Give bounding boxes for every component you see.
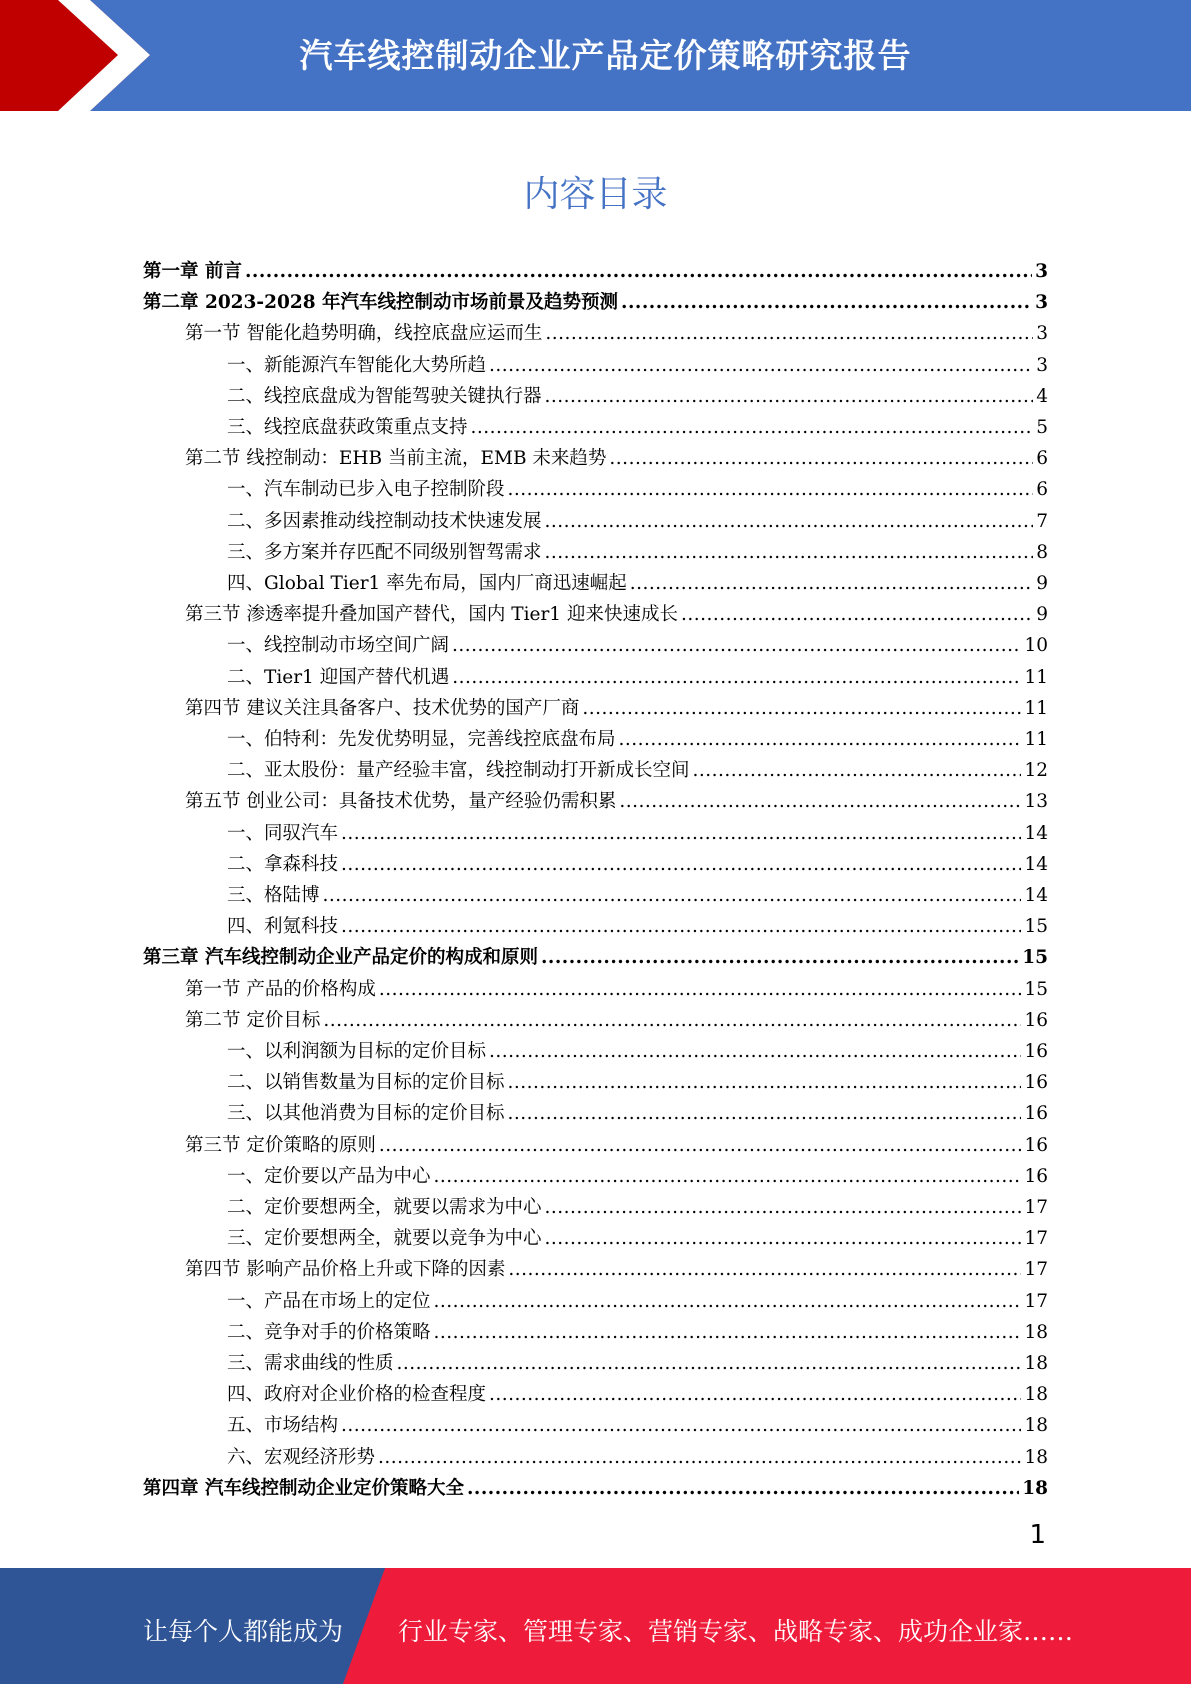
toc-entry-page: 14	[1024, 885, 1048, 906]
toc-leader-dots	[619, 729, 1022, 751]
toc-entry[interactable]	[143, 1282, 1048, 1313]
toc-entry-page: 17	[1024, 1290, 1048, 1312]
toc-entry[interactable]	[143, 252, 1048, 283]
toc-entry-label: 二、竞争对手的价格策略	[227, 1321, 431, 1343]
toc-entry-label: 四、Global Tier1 率先布局，国内厂商迅速崛起	[227, 573, 627, 594]
toc-entry-page: 3	[1035, 292, 1048, 314]
toc-entry-label: 第一节 智能化趋势明确，线控底盘应运而生	[185, 323, 543, 345]
toc-entry-page: 5	[1036, 417, 1048, 438]
toc-leader-dots	[323, 885, 1022, 907]
toc-entry-label: 一、汽车制动已步入电子控制阶段	[227, 479, 505, 501]
toc-entry-label: 一、产品在市场上的定位	[227, 1290, 431, 1312]
toc-leader-dots	[467, 1478, 1019, 1500]
toc-entry-page: 11	[1024, 729, 1048, 750]
toc-entry[interactable]	[143, 876, 1048, 907]
toc-leader-dots	[452, 635, 1021, 657]
toc-entry-label: 第四节 建议关注具备客户、技术优势的国产厂商	[185, 697, 580, 719]
toc-entry-label: 三、以其他消费为目标的定价目标	[227, 1103, 505, 1125]
toc-entry-page: 14	[1024, 853, 1048, 875]
toc-entry-page: 7	[1036, 510, 1048, 532]
toc-leader-dots	[489, 1041, 1021, 1063]
toc-entry[interactable]	[143, 377, 1048, 408]
toc-entry[interactable]	[143, 533, 1048, 564]
toc-entry[interactable]	[143, 720, 1048, 751]
toc-entry-label: 第一章 前言	[143, 261, 242, 282]
toc-entry-page: 16	[1024, 1072, 1048, 1094]
toc-entry[interactable]	[143, 346, 1048, 377]
toc-leader-dots	[489, 1384, 1021, 1406]
toc-leader-dots	[630, 573, 1034, 595]
toc-entry-label: 三、需求曲线的性质	[227, 1353, 394, 1374]
toc-entry-page: 16	[1024, 1103, 1048, 1125]
toc-entry[interactable]	[143, 658, 1048, 689]
toc-entry[interactable]	[143, 1438, 1048, 1469]
report-title: 汽车线控制动企业产品定价策略研究报告	[299, 36, 912, 75]
toc-leader-dots	[621, 292, 1032, 314]
toc-leader-dots	[434, 1291, 1022, 1313]
toc-entry-page: 16	[1024, 1134, 1048, 1156]
toc-entry-label: 五、市场结构	[227, 1415, 339, 1437]
toc-entry[interactable]	[143, 814, 1048, 845]
toc-entry-page: 16	[1024, 1041, 1048, 1062]
toc-leader-dots	[341, 854, 1021, 876]
toc-entry[interactable]	[143, 1344, 1048, 1375]
toc-leader-dots	[397, 1353, 1022, 1375]
toc-entry-page: 17	[1024, 1228, 1048, 1250]
toc-leader-dots	[545, 323, 1033, 345]
toc-entry[interactable]	[143, 1188, 1048, 1219]
toc-entry[interactable]	[143, 1313, 1048, 1344]
toc-entry-page: 9	[1036, 604, 1048, 626]
toc-entry-page: 18	[1024, 1415, 1048, 1437]
toc-entry-page: 12	[1024, 760, 1048, 782]
toc-leader-dots	[378, 1447, 1021, 1469]
toc-entry-page: 18	[1024, 1321, 1048, 1343]
toc-leader-dots	[245, 261, 1032, 283]
toc-leader-dots	[582, 698, 1021, 720]
toc-leader-dots	[508, 1103, 1022, 1125]
toc-entry-label: 第二节 线控制动：EHB 当前主流，EMB 未来趋势	[185, 448, 607, 470]
toc-entry-label: 第三节 渗透率提升叠加国产替代，国内 Tier1 迎来快速成长	[185, 604, 678, 626]
toc-entry-label: 三、定价要想两全，就要以竞争为中心	[227, 1228, 542, 1250]
toc-entry-label: 二、亚太股份：量产经验丰富，线控制动打开新成长空间	[227, 760, 690, 782]
toc-entry-label: 第三章 汽车线控制动企业产品定价的构成和原则	[143, 947, 538, 969]
toc-entry[interactable]	[143, 751, 1048, 782]
toc-entry-page: 10	[1024, 635, 1048, 657]
toc-entry-label: 二、拿森科技	[227, 853, 339, 875]
toc-entry-label: 第三节 定价策略的原则	[185, 1134, 376, 1156]
toc-entry-page: 8	[1036, 541, 1048, 563]
toc-leader-dots	[434, 1166, 1022, 1188]
toc-entry-label: 一、伯特利：先发优势明显，完善线控底盘布局	[227, 729, 616, 750]
toc-entry-page: 4	[1036, 385, 1048, 407]
toc-entry-label: 第二章 2023-2028 年汽车线控制动市场前景及趋势预测	[143, 292, 619, 314]
toc-entry-label: 一、定价要以产品为中心	[227, 1165, 431, 1187]
toc-entry-label: 一、线控制动市场空间广阔	[227, 635, 450, 657]
toc-leader-dots	[471, 417, 1034, 439]
toc-entry[interactable]	[143, 782, 1048, 813]
toc-leader-dots	[541, 947, 1019, 969]
toc-entry-label: 一、同驭汽车	[227, 822, 339, 844]
page-number: 1	[1029, 1520, 1046, 1550]
toc-entry-label: 三、线控底盘获政策重点支持	[227, 417, 468, 438]
toc-entry-label: 第一节 产品的价格构成	[185, 978, 376, 1000]
toc-leader-dots	[545, 511, 1034, 533]
toc-entry-label: 二、定价要想两全，就要以需求为中心	[227, 1197, 542, 1218]
toc-entry-page: 13	[1024, 791, 1048, 813]
toc-entry-label: 四、利氪科技	[227, 916, 339, 938]
toc-leader-dots	[619, 791, 1021, 813]
report-header	[0, 0, 1191, 111]
toc-entry-page: 11	[1024, 697, 1048, 719]
toc-entry[interactable]	[143, 907, 1048, 938]
toc-entry-label: 二、线控底盘成为智能驾驶关键执行器	[227, 385, 542, 407]
toc-entry[interactable]	[143, 314, 1048, 345]
toc-entry-label: 六、宏观经济形势	[227, 1446, 376, 1468]
toc-entry-page: 14	[1024, 822, 1048, 844]
toc-leader-dots	[693, 760, 1022, 782]
toc-entry-label: 第四章 汽车线控制动企业定价策略大全	[143, 1477, 464, 1499]
toc-entry-label: 一、新能源汽车智能化大势所趋	[227, 354, 487, 376]
toc-entry[interactable]	[143, 626, 1048, 657]
toc-entry-label: 第四节 影响产品价格上升或下降的因素	[185, 1259, 506, 1281]
toc-entry[interactable]	[143, 502, 1048, 533]
toc-entry-page: 15	[1024, 978, 1048, 1000]
toc-entry-page: 16	[1024, 1165, 1048, 1187]
toc-leader-dots	[545, 542, 1034, 564]
toc-leader-dots	[609, 448, 1033, 470]
toc-leader-dots	[341, 1415, 1021, 1437]
toc-entry[interactable]	[143, 1126, 1048, 1157]
toc-leader-dots	[508, 479, 1034, 501]
toc-entry[interactable]	[143, 1001, 1048, 1032]
toc-entry-page: 18	[1022, 1477, 1048, 1499]
toc-heading: 内容目录	[523, 174, 668, 215]
footer-slogan-left: 让每个人都能成为	[143, 1617, 344, 1646]
toc-leader-dots	[379, 979, 1022, 1001]
toc-entry-label: 第五节 创业公司：具备技术优势，量产经验仍需积累	[185, 791, 617, 813]
toc-leader-dots	[545, 1228, 1022, 1250]
toc-entry-page: 15	[1024, 916, 1048, 938]
toc-entry[interactable]	[143, 283, 1048, 314]
toc-leader-dots	[545, 386, 1034, 408]
toc-entry[interactable]	[143, 1032, 1048, 1063]
toc-entry-page: 3	[1035, 261, 1048, 282]
toc-entry[interactable]	[143, 1157, 1048, 1188]
toc-entry[interactable]	[143, 689, 1048, 720]
toc-entry[interactable]	[143, 970, 1048, 1001]
toc-leader-dots	[323, 1010, 1021, 1032]
toc-entry-label: 三、格陆博	[227, 885, 320, 906]
toc-entry-label: 第二节 定价目标	[185, 1009, 321, 1031]
toc-entry[interactable]	[143, 1219, 1048, 1250]
toc-entry[interactable]	[143, 408, 1048, 439]
toc-entry[interactable]	[143, 1375, 1048, 1406]
toc-leader-dots	[379, 1135, 1022, 1157]
toc-leader-dots	[452, 667, 1021, 689]
toc-leader-dots	[545, 1197, 1022, 1219]
toc-leader-dots	[508, 1072, 1022, 1094]
toc-entry[interactable]	[143, 564, 1048, 595]
toc-entry-page: 9	[1036, 573, 1048, 594]
toc-entry[interactable]	[143, 1063, 1048, 1094]
toc-leader-dots	[508, 1259, 1021, 1281]
toc-entry-page: 6	[1036, 479, 1048, 501]
toc-entry-label: 三、多方案并存匹配不同级别智驾需求	[227, 541, 542, 563]
toc-entry-page: 6	[1036, 448, 1048, 470]
toc-entry-page: 18	[1024, 1384, 1048, 1406]
toc-entry-page: 17	[1024, 1259, 1048, 1281]
toc-entry-page: 18	[1024, 1446, 1048, 1468]
toc-entry-page: 17	[1024, 1197, 1048, 1218]
toc-leader-dots	[681, 604, 1033, 626]
toc-entry[interactable]	[143, 595, 1048, 626]
toc-entry-label: 二、多因素推动线控制动技术快速发展	[227, 510, 542, 532]
toc-entry-label: 二、Tier1 迎国产替代机遇	[227, 666, 450, 688]
footer-slogan-right: 行业专家、管理专家、营销专家、战略专家、成功企业家……	[398, 1617, 1074, 1646]
toc-entry[interactable]	[143, 439, 1048, 470]
toc-entry-page: 18	[1024, 1353, 1048, 1374]
toc-entry[interactable]	[143, 845, 1048, 876]
toc-entry[interactable]	[143, 1094, 1048, 1125]
toc-entry[interactable]	[143, 1406, 1048, 1437]
toc-entry[interactable]	[143, 1469, 1048, 1500]
toc-entry-page: 15	[1022, 947, 1048, 969]
toc-leader-dots	[489, 355, 1033, 377]
toc-entry[interactable]	[143, 1250, 1048, 1281]
toc-leader-dots	[434, 1322, 1022, 1344]
toc-entry[interactable]	[143, 938, 1048, 969]
toc-entry-label: 四、政府对企业价格的检查程度	[227, 1384, 487, 1406]
toc-entry-page: 11	[1024, 666, 1048, 688]
toc-entry-page: 3	[1036, 323, 1048, 345]
toc-leader-dots	[341, 916, 1021, 938]
footer-banner	[0, 1568, 1191, 1684]
toc-entry-page: 16	[1024, 1009, 1048, 1031]
toc-leader-dots	[341, 823, 1021, 845]
toc-entry-label: 二、以销售数量为目标的定价目标	[227, 1072, 505, 1094]
toc-entry-page: 3	[1036, 354, 1048, 376]
toc-entry-label: 一、以利润额为目标的定价目标	[227, 1041, 487, 1062]
toc-entry[interactable]	[143, 470, 1048, 501]
